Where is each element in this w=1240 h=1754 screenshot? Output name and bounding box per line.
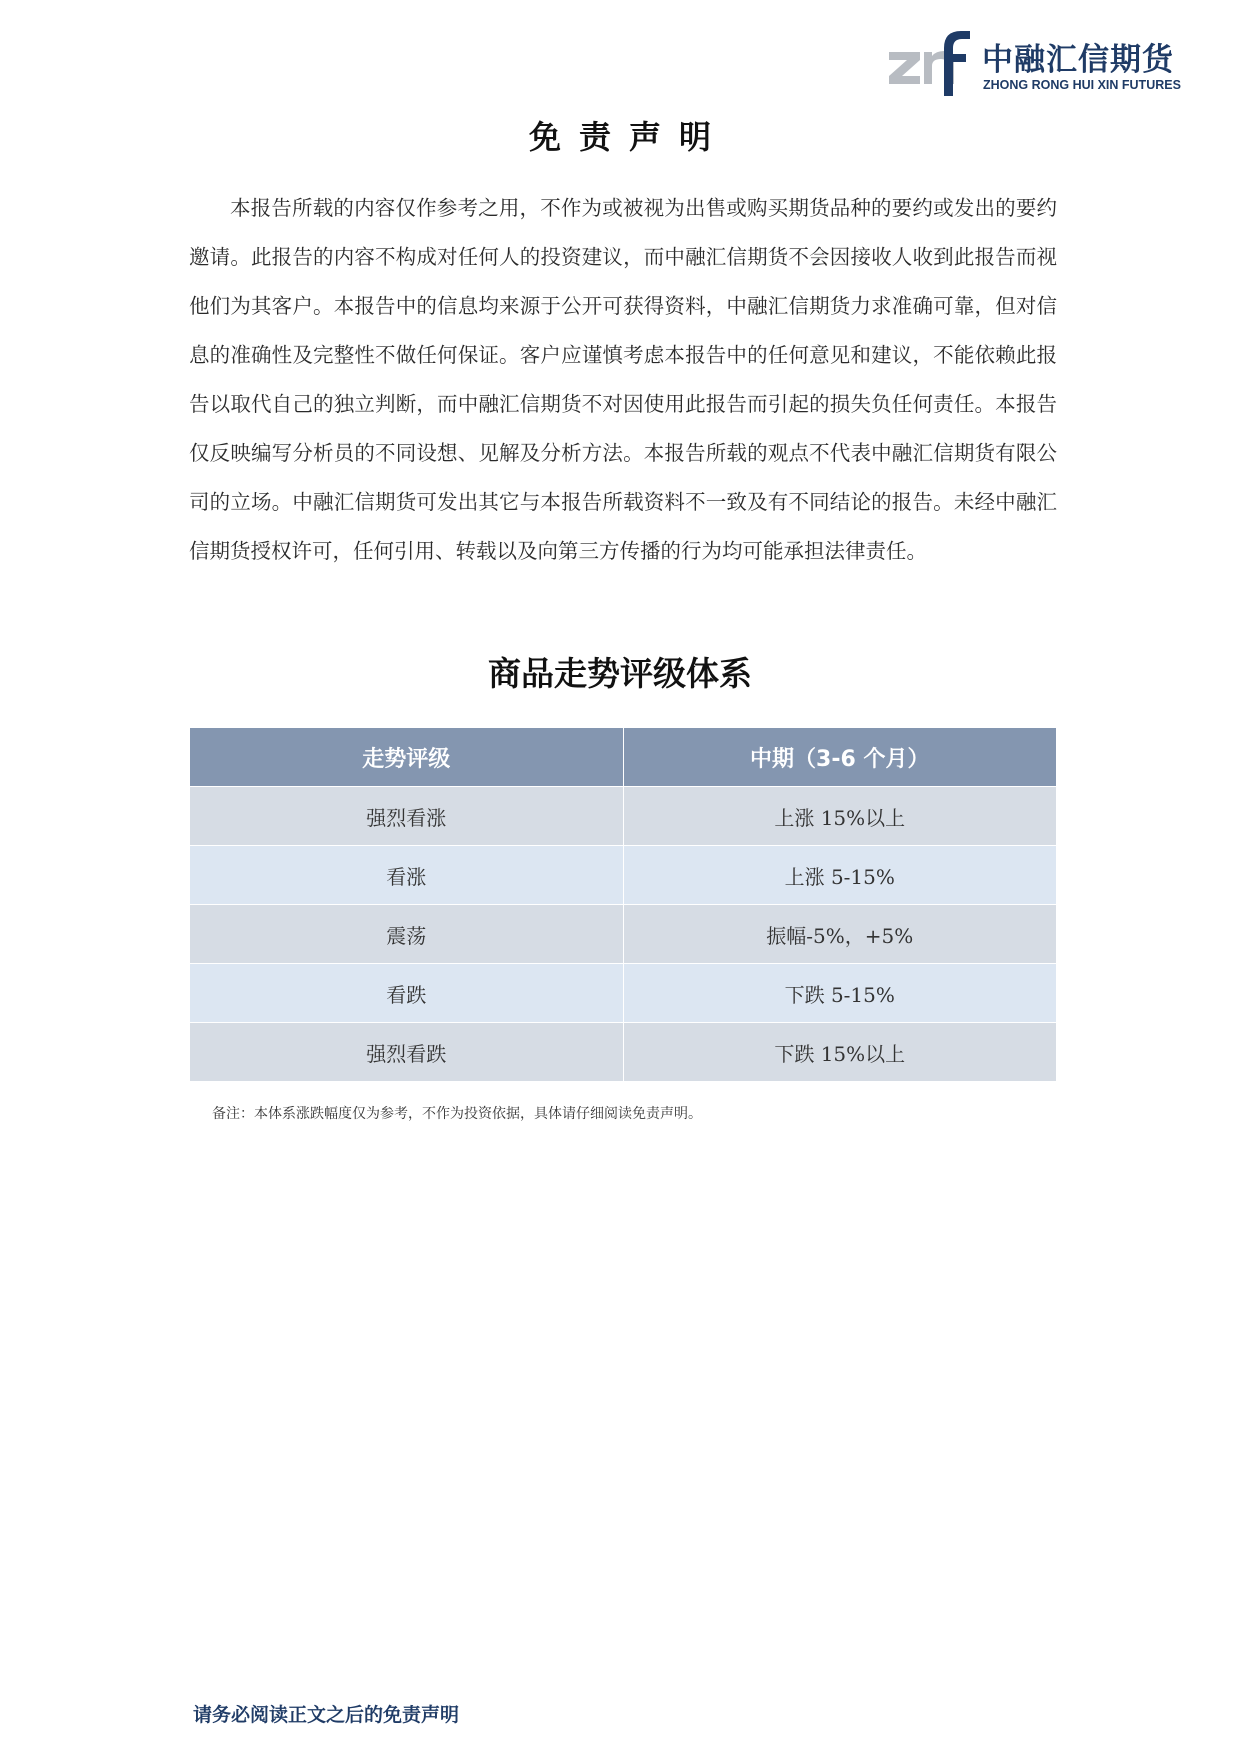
table-row <box>190 905 1057 964</box>
table-row <box>190 964 1057 1023</box>
rating-cell: 强烈看涨 <box>190 787 624 846</box>
column-header-medium-term: 中期（3-6 个月） <box>623 728 1057 787</box>
table-row <box>190 846 1057 905</box>
range-cell: 上涨 5-15% <box>623 846 1057 905</box>
rating-system-title: 商品走势评级体系 <box>488 654 752 693</box>
company-name-en: ZHONG RONG HUI XIN FUTURES <box>983 78 1181 92</box>
table-header-row <box>190 728 1057 787</box>
footer-disclaimer-reminder: 请务必阅读正文之后的免责声明 <box>193 1704 460 1726</box>
rating-cell: 看涨 <box>190 846 624 905</box>
column-header-rating: 走势评级 <box>190 728 624 787</box>
table-row <box>190 1023 1057 1082</box>
range-cell: 振幅-5%，+5% <box>623 905 1057 964</box>
company-name-cn: 中融汇信期货 <box>982 42 1174 78</box>
rating-cell: 看跌 <box>190 964 624 1023</box>
disclaimer-body: 本报告所载的内容仅作参考之用，不作为或被视为出售或购买期货品种的要约或发出的要约邀请。此报告的内容不构成对任何人的投资建议，而中融汇信期货不会因接收人收到此报告而视他们为其客户。本报告中的信息均来源于公开可获得资料，中融汇信期货力求准确可靠，但对信息的准确性及完整性不做任何保证。客户应谨慎考虑本报告中的任何意见和建议，不能依赖此报告以取代自己的独立判断，而中融汇信期货不对因使用此报告而引起的损失负任何责任。本报告仅反映编写分析员的不同设想、见解及分析方法。本报告所载的观点不代表中融汇信期货有限公司的立场。中融汇信期货可发出其它与本报告所载资料不一致及有不同结论的报告。未经中融汇信期货授权许可，任何引用、转载以及向第三方传播的行为均可能承担法律责任。 <box>189 196 1057 563</box>
znf-logo-icon <box>886 30 976 96</box>
range-cell: 下跌 15%以上 <box>623 1023 1057 1082</box>
disclaimer-title: 免责声明 <box>528 118 729 156</box>
rating-cell: 强烈看跌 <box>190 1023 624 1082</box>
rating-table <box>189 727 1057 1082</box>
table-row <box>190 787 1057 846</box>
rating-cell: 震荡 <box>190 905 624 964</box>
range-cell: 上涨 15%以上 <box>623 787 1057 846</box>
table-note: 备注：本体系涨跌幅度仅为参考，不作为投资依据，具体请仔细阅读免责声明。 <box>212 1106 702 1122</box>
company-logo <box>886 30 1181 96</box>
range-cell: 下跌 5-15% <box>623 964 1057 1023</box>
